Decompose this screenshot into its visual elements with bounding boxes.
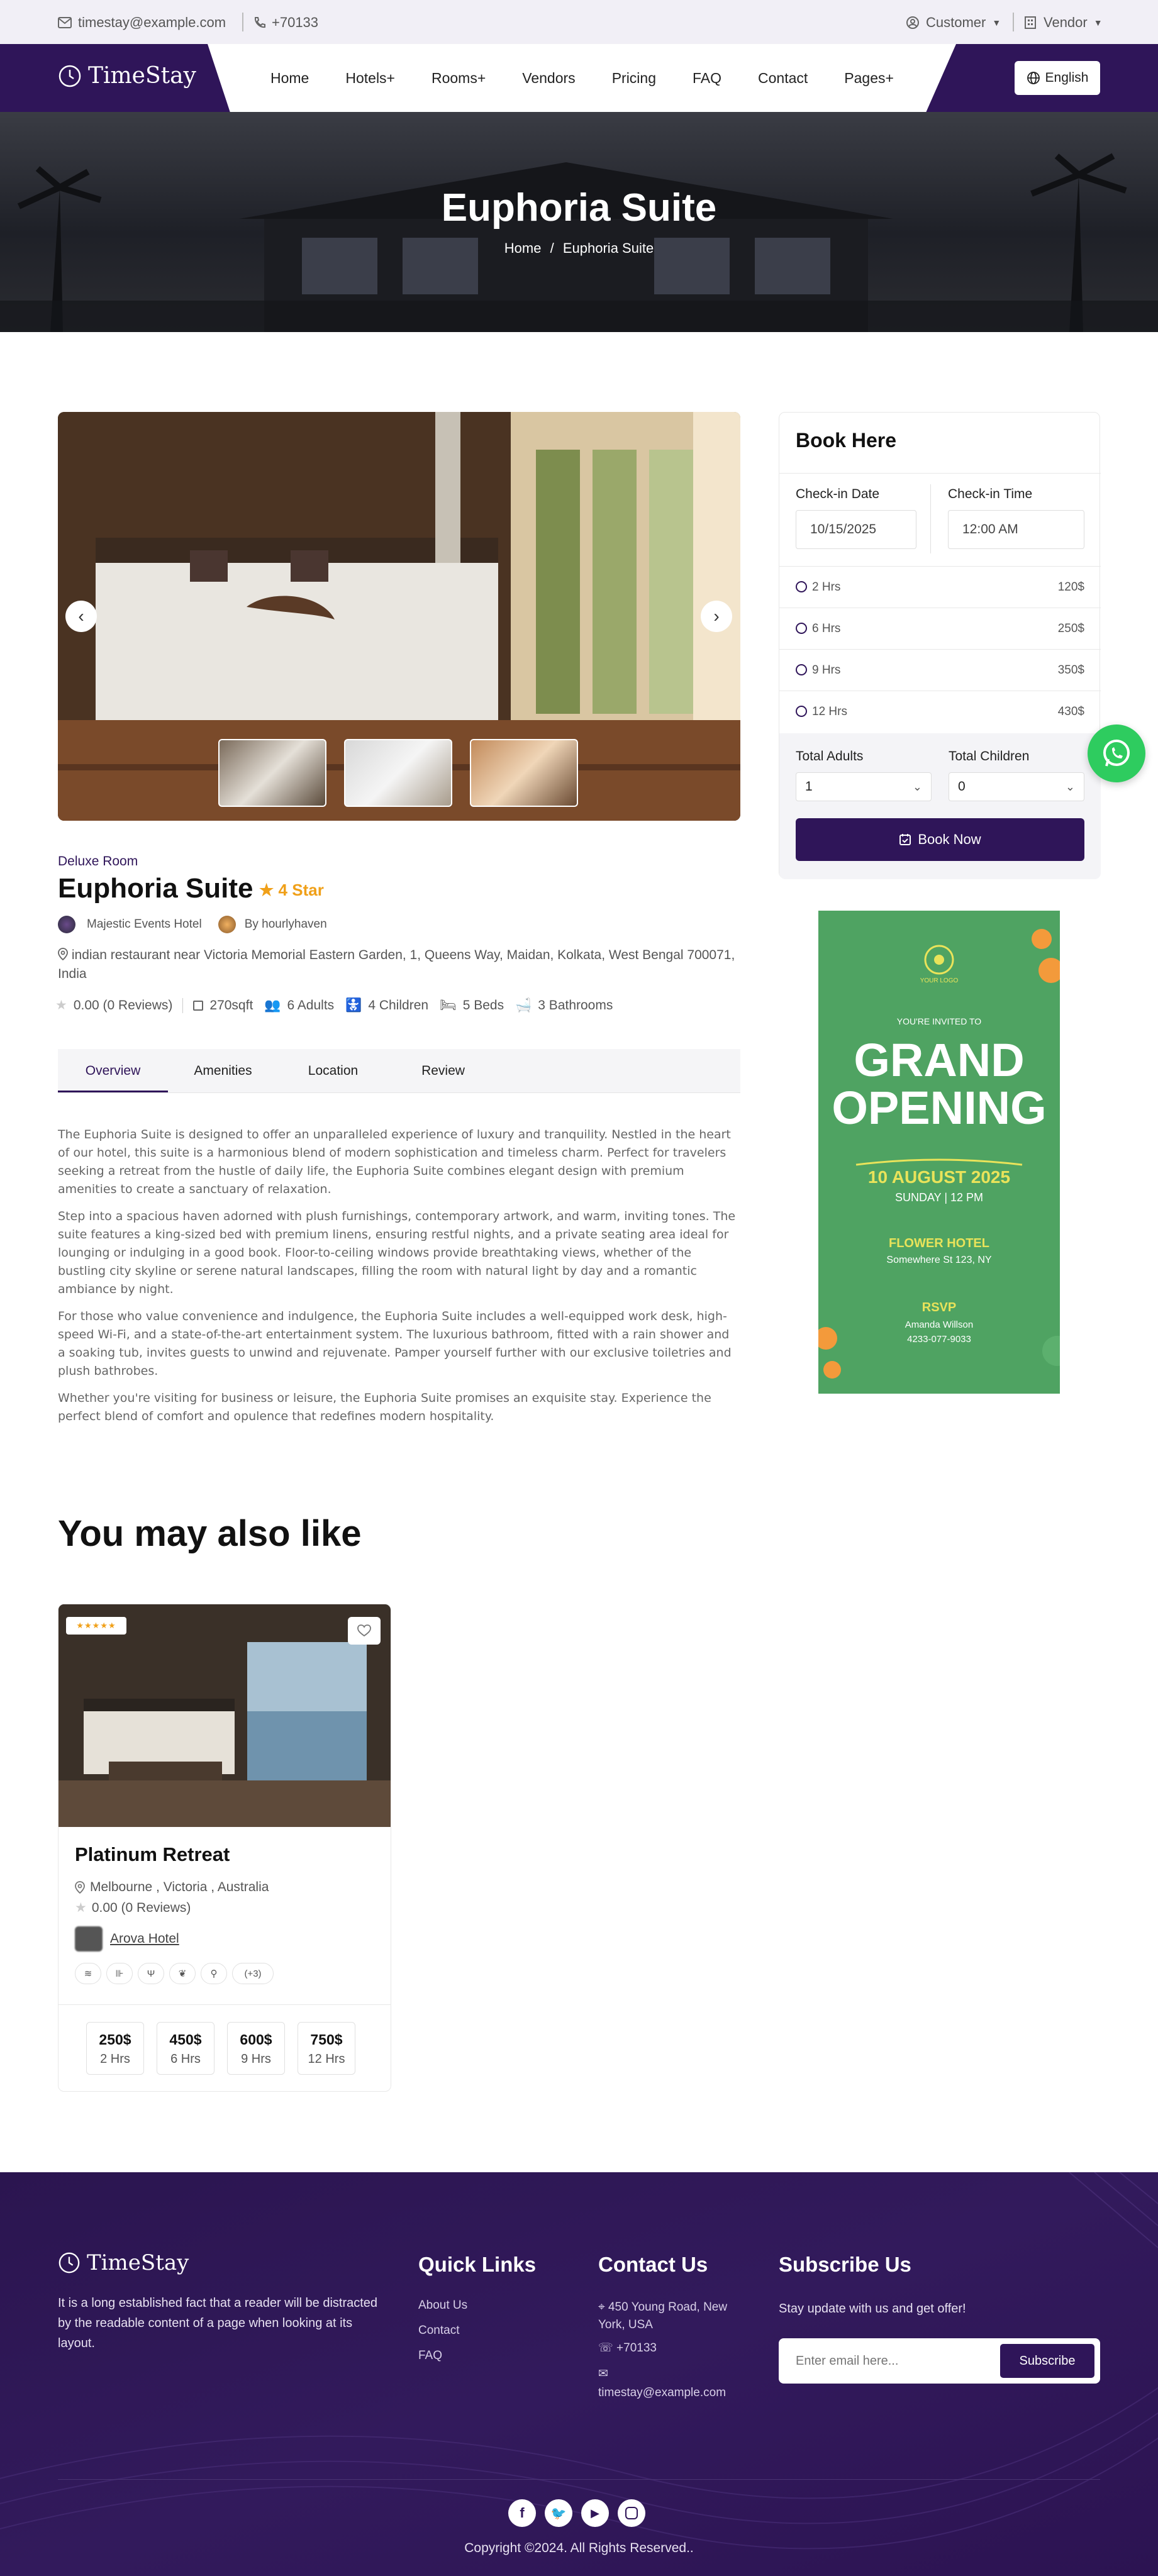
hotel-name[interactable]: Majestic Events Hotel bbox=[87, 918, 202, 931]
subscribe-title: Subscribe Us bbox=[779, 2253, 911, 2276]
logo-text: TimeStay bbox=[88, 63, 196, 89]
price-hours: 2 Hrs bbox=[100, 2052, 130, 2066]
room-card-rating bbox=[75, 1900, 191, 1916]
price-value: 450$ bbox=[169, 2031, 202, 2048]
nav-vendors[interactable]: Vendors bbox=[522, 69, 576, 86]
checkin-time-input[interactable]: 12:00 AM bbox=[948, 510, 1084, 549]
duration-option-12hrs[interactable] bbox=[779, 691, 1101, 732]
hotel-avatar bbox=[58, 916, 75, 933]
price-option[interactable] bbox=[298, 2022, 355, 2075]
footer-address bbox=[598, 2299, 749, 2334]
tab-review[interactable]: Review bbox=[421, 1063, 465, 1078]
phone-icon: ☏ bbox=[598, 2341, 613, 2355]
price-hours: 12 Hrs bbox=[308, 2052, 345, 2066]
price-value: 250$ bbox=[99, 2031, 131, 2048]
beds-count: 5 Beds bbox=[462, 997, 504, 1013]
ad-logo-text: YOUR LOGO bbox=[920, 977, 959, 984]
divider bbox=[1013, 13, 1014, 31]
adults-select-value: 1 bbox=[805, 779, 813, 794]
footer-phone-text: +70133 bbox=[616, 2341, 657, 2355]
description-paragraph: Step into a spacious haven adorned with plush furnishings, contemporary artwork, and warm, inviting tones. The suite features a king-sized bed with premium linens, ensuring restful nights, and a private seating area ideal for lounging or indulging in a good book. Floor-to-ceiling windows provide breathtaking views, whether of the bustling city skyline or serene natural landscapes, filling the room with natural light by day and a romantic ambiance by night. bbox=[58, 1209, 736, 1296]
gallery-thumbnail[interactable] bbox=[218, 739, 326, 807]
footer-link-contact[interactable]: Contact bbox=[418, 2324, 460, 2337]
divider bbox=[930, 484, 931, 553]
price-value: 750$ bbox=[310, 2031, 343, 2048]
ad-headline-line1: GRAND bbox=[854, 1034, 1025, 1086]
room-card-title[interactable]: Platinum Retreat bbox=[75, 1843, 230, 1865]
location-pin-icon bbox=[58, 948, 68, 960]
user-icon bbox=[906, 16, 920, 30]
topbar-email-text: timestay@example.com bbox=[78, 14, 226, 30]
children-count: 4 Children bbox=[368, 997, 429, 1013]
footer-divider bbox=[58, 2479, 1100, 2480]
option-name: 12 Hrs bbox=[812, 705, 847, 718]
option-price: 250$ bbox=[1057, 622, 1084, 635]
subscribe-email-input[interactable] bbox=[781, 2340, 994, 2382]
clock-logo-icon bbox=[58, 2251, 81, 2274]
customer-label: Customer bbox=[926, 14, 986, 30]
divider bbox=[242, 13, 243, 31]
language-button[interactable] bbox=[1015, 61, 1100, 95]
room-card-hotel[interactable] bbox=[75, 1926, 179, 1951]
room-type: Deluxe Room bbox=[58, 854, 138, 869]
room-card-photo bbox=[58, 1604, 391, 1827]
bath-icon: 🛁 bbox=[515, 997, 532, 1013]
calendar-check-icon bbox=[899, 833, 911, 846]
facebook-button[interactable] bbox=[508, 2499, 536, 2527]
footer-logo-text: TimeStay bbox=[87, 2250, 189, 2275]
hotel-avatar bbox=[75, 1926, 103, 1951]
bed-icon: 🛏 bbox=[440, 997, 457, 1013]
topbar-phone-text: +70133 bbox=[272, 14, 319, 30]
room-title: Euphoria Suite bbox=[58, 873, 253, 904]
amenity-spa-icon: ❦ bbox=[169, 1963, 196, 1984]
related-room-card[interactable] bbox=[58, 1604, 391, 2092]
contact-title: Contact Us bbox=[598, 2253, 708, 2276]
vendor-label: Vendor bbox=[1044, 14, 1088, 30]
instagram-icon bbox=[625, 2507, 638, 2519]
nav-contact[interactable]: Contact bbox=[758, 69, 808, 86]
grand-opening-ad[interactable] bbox=[818, 911, 1060, 1394]
related-section-title: You may also like bbox=[58, 1513, 362, 1554]
amenity-gym-icon: ⊪ bbox=[106, 1963, 133, 1984]
subscribe-button[interactable]: Subscribe bbox=[1000, 2344, 1094, 2378]
price-option[interactable] bbox=[86, 2022, 144, 2075]
room-address bbox=[58, 946, 740, 984]
nav-pages[interactable]: Pages+ bbox=[844, 69, 894, 86]
bathrooms-count: 3 Bathrooms bbox=[538, 997, 613, 1013]
mail-icon bbox=[58, 17, 72, 28]
nav-home[interactable]: Home bbox=[270, 69, 309, 86]
description-paragraph: For those who value convenience and indulgence, the Euphoria Suite includes a well-equipped work desk, high-speed Wi-Fi, and a state-of-the-art entertainment system. The luxurious bathroom, fitted with a rain shower and a soaking tub, invites guests to unwind and rejuvenate. Pamper yourself further with our exclusive toiletries and plush bathrobes. bbox=[58, 1309, 732, 1378]
caret-down-icon: ▼ bbox=[992, 18, 1001, 28]
gallery-thumbnail[interactable] bbox=[344, 739, 452, 807]
booking-title: Book Here bbox=[796, 429, 897, 452]
ad-headline-line2: OPENING bbox=[832, 1082, 1047, 1134]
breadcrumb-home[interactable]: Home bbox=[504, 240, 542, 256]
instagram-button[interactable] bbox=[618, 2499, 645, 2527]
rating-star-icon: ★ bbox=[75, 1901, 87, 1915]
ad-date: 10 AUGUST 2025 bbox=[867, 1167, 1011, 1187]
rating-text: 0.00 (0 Reviews) bbox=[91, 1900, 191, 1915]
hotel-info bbox=[58, 916, 327, 933]
ad-invited-text: YOU'RE INVITED TO bbox=[896, 1016, 982, 1026]
adults-select[interactable] bbox=[796, 772, 932, 801]
divider bbox=[58, 2004, 391, 2005]
price-hours: 6 Hrs bbox=[170, 2052, 201, 2066]
chevron-left-icon: ‹ bbox=[78, 606, 84, 626]
heart-icon bbox=[357, 1624, 371, 1637]
facebook-icon: f bbox=[520, 2505, 525, 2521]
copyright: Copyright ©2024. All Rights Reserved.. bbox=[464, 2541, 694, 2555]
footer-phone[interactable] bbox=[598, 2341, 657, 2355]
building-icon bbox=[1023, 16, 1037, 30]
booking-panel bbox=[779, 412, 1100, 879]
option-price: 120$ bbox=[1057, 580, 1084, 594]
divider bbox=[182, 998, 183, 1013]
room-stats bbox=[55, 997, 613, 1013]
radio-icon bbox=[796, 706, 807, 717]
option-name: 9 Hrs bbox=[812, 663, 841, 677]
adults-count: 6 Adults bbox=[287, 997, 335, 1013]
clock-logo-icon bbox=[58, 64, 82, 88]
checkin-time-label: Check-in Time bbox=[948, 487, 1033, 501]
child-icon: 🚼 bbox=[345, 997, 362, 1013]
breadcrumb-current: Euphoria Suite bbox=[562, 240, 654, 256]
globe-icon bbox=[1027, 71, 1040, 85]
children-select-value: 0 bbox=[958, 779, 966, 794]
amenity-room-service-icon: ⚲ bbox=[201, 1963, 227, 1984]
location-pin-icon bbox=[75, 1881, 85, 1894]
vendor-dropdown[interactable] bbox=[1023, 14, 1103, 31]
topbar-phone[interactable] bbox=[253, 14, 318, 31]
tab-overview[interactable]: Overview bbox=[58, 1049, 168, 1092]
description-paragraph: The Euphoria Suite is designed to offer an unparalleled experience of luxury and tranquility. Nestled in the heart of our hotel, this suite is a harmonious blend of modern sophistication and timeless charm. Perfect for travelers seeking a retreat from the hustle of daily life, the Euphoria Suite combines elegant design with premium amenities to create a sanctuary of relaxation. bbox=[58, 1128, 731, 1196]
chevron-right-icon: › bbox=[713, 606, 720, 626]
description-paragraph: Whether you're visiting for business or leisure, the Euphoria Suite promises an exquisite stay. Experience the perfect blend of comfort and opulence that redefines modern hospitality. bbox=[58, 1391, 711, 1423]
room-card-location bbox=[75, 1880, 269, 1895]
area-icon bbox=[193, 1001, 203, 1011]
amenity-pool-icon: ≋ bbox=[75, 1963, 101, 1984]
star-rating-text: 4 Star bbox=[278, 880, 324, 899]
duration-option-9hrs[interactable] bbox=[779, 649, 1101, 691]
footer-link-faq[interactable]: FAQ bbox=[418, 2349, 443, 2362]
checkin-date-label: Check-in Date bbox=[796, 487, 880, 501]
ad-address: Somewhere St 123, NY bbox=[886, 1255, 992, 1265]
star-icon: ★ bbox=[259, 880, 274, 899]
hotel-link[interactable]: Arova Hotel bbox=[110, 1931, 179, 1946]
divider bbox=[779, 473, 1101, 474]
main-nav bbox=[270, 44, 930, 112]
phone-icon bbox=[253, 16, 265, 29]
topbar-email[interactable] bbox=[58, 14, 226, 31]
star-rating-label bbox=[259, 880, 324, 900]
room-size: 270sqft bbox=[209, 997, 253, 1013]
ad-rsvp-phone: 4233-077-9033 bbox=[907, 1334, 971, 1345]
address-text: indian restaurant near Victoria Memorial Eastern Garden, 1, Queens Way, Maidan, Kolkata, West Bengal 700071, India bbox=[58, 948, 735, 981]
review-count[interactable]: 0.00 (0 Reviews) bbox=[73, 997, 173, 1013]
radio-icon bbox=[796, 664, 807, 675]
option-price: 350$ bbox=[1057, 663, 1084, 677]
adults-label: Total Adults bbox=[796, 749, 864, 763]
wishlist-button[interactable] bbox=[348, 1617, 381, 1645]
hero-title: Euphoria Suite bbox=[441, 186, 717, 230]
price-value: 600$ bbox=[240, 2031, 272, 2048]
footer-address-text: 450 Young Road, New York, USA bbox=[598, 2301, 728, 2331]
footer-email[interactable] bbox=[598, 2365, 726, 2402]
children-select[interactable] bbox=[949, 772, 1084, 801]
book-now-button[interactable] bbox=[796, 818, 1084, 861]
amenity-restaurant-icon: Ψ bbox=[138, 1963, 164, 1984]
breadcrumb-separator: / bbox=[550, 240, 554, 256]
site-logo[interactable] bbox=[58, 63, 196, 89]
social-links bbox=[508, 2499, 645, 2527]
tab-amenities[interactable]: Amenities bbox=[194, 1063, 252, 1078]
book-now-label: Book Now bbox=[918, 831, 981, 847]
duration-option-6hrs[interactable] bbox=[779, 608, 1101, 649]
nav-rooms[interactable]: Rooms+ bbox=[431, 69, 486, 86]
gallery-next-button[interactable] bbox=[701, 601, 732, 632]
ad-rsvp: RSVP bbox=[921, 1301, 957, 1314]
location-text: Melbourne , Victoria , Australia bbox=[90, 1880, 269, 1894]
nav-hotels[interactable]: Hotels+ bbox=[345, 69, 395, 86]
radio-icon bbox=[796, 623, 807, 634]
twitter-button[interactable] bbox=[545, 2499, 572, 2527]
chevron-down-icon: ⌄ bbox=[912, 780, 922, 793]
price-option[interactable] bbox=[157, 2022, 214, 2075]
checkin-date-input[interactable]: 10/15/2025 bbox=[796, 510, 916, 549]
tab-location[interactable]: Location bbox=[308, 1063, 359, 1078]
room-tabs bbox=[58, 1049, 740, 1093]
room-card-image bbox=[58, 1604, 391, 1827]
breadcrumb bbox=[0, 240, 1158, 257]
location-pin-icon: ⌖ bbox=[598, 2301, 605, 2314]
footer-about: It is a long established fact that a reader will be distracted by the readable content of a page when looking at its layout. bbox=[58, 2296, 378, 2350]
price-hours: 9 Hrs bbox=[241, 2052, 271, 2066]
option-name: 2 Hrs bbox=[812, 580, 841, 594]
top-bar bbox=[0, 0, 1158, 44]
rating-star-icon: ★ bbox=[55, 998, 67, 1013]
duration-option-2hrs[interactable] bbox=[779, 566, 1101, 608]
footer-link-about[interactable]: About Us bbox=[418, 2299, 468, 2312]
owner-avatar bbox=[218, 916, 236, 933]
ad-rsvp-name: Amanda Willson bbox=[905, 1319, 974, 1330]
customer-dropdown[interactable] bbox=[906, 14, 1001, 31]
gallery-thumbnail[interactable] bbox=[470, 739, 578, 807]
subscribe-form bbox=[779, 2338, 1100, 2384]
subscribe-text: Stay update with us and get offer! bbox=[779, 2302, 966, 2316]
radio-icon bbox=[796, 581, 807, 592]
five-star-badge: ★★★★★ bbox=[66, 1617, 126, 1635]
quick-links-title: Quick Links bbox=[418, 2253, 537, 2276]
whatsapp-button[interactable] bbox=[1088, 724, 1145, 782]
ad-time: SUNDAY | 12 PM bbox=[894, 1191, 984, 1204]
footer-logo[interactable] bbox=[58, 2250, 189, 2275]
twitter-icon: 🐦 bbox=[550, 2506, 567, 2521]
youtube-icon: ▶ bbox=[591, 2506, 599, 2519]
youtube-button[interactable] bbox=[581, 2499, 609, 2527]
footer-email-text: timestay@example.com bbox=[598, 2386, 727, 2399]
owner-name[interactable]: By hourlyhaven bbox=[244, 918, 327, 931]
room-description bbox=[58, 1126, 740, 1435]
price-option[interactable] bbox=[227, 2022, 285, 2075]
children-label: Total Children bbox=[949, 749, 1030, 763]
nav-pricing[interactable]: Pricing bbox=[611, 69, 656, 86]
mail-icon: ✉ bbox=[598, 2367, 608, 2380]
whatsapp-icon bbox=[1100, 737, 1133, 770]
caret-down-icon: ▼ bbox=[1093, 18, 1103, 28]
chevron-down-icon: ⌄ bbox=[1065, 780, 1075, 793]
nav-faq[interactable]: FAQ bbox=[693, 69, 722, 86]
ad-venue: FLOWER HOTEL bbox=[889, 1236, 989, 1250]
option-price: 430$ bbox=[1057, 705, 1084, 718]
gallery-prev-button[interactable] bbox=[65, 601, 97, 632]
users-icon: 👥 bbox=[264, 997, 281, 1013]
option-name: 6 Hrs bbox=[812, 622, 841, 635]
language-label: English bbox=[1045, 70, 1089, 85]
more-amenities[interactable]: (+3) bbox=[232, 1963, 274, 1984]
